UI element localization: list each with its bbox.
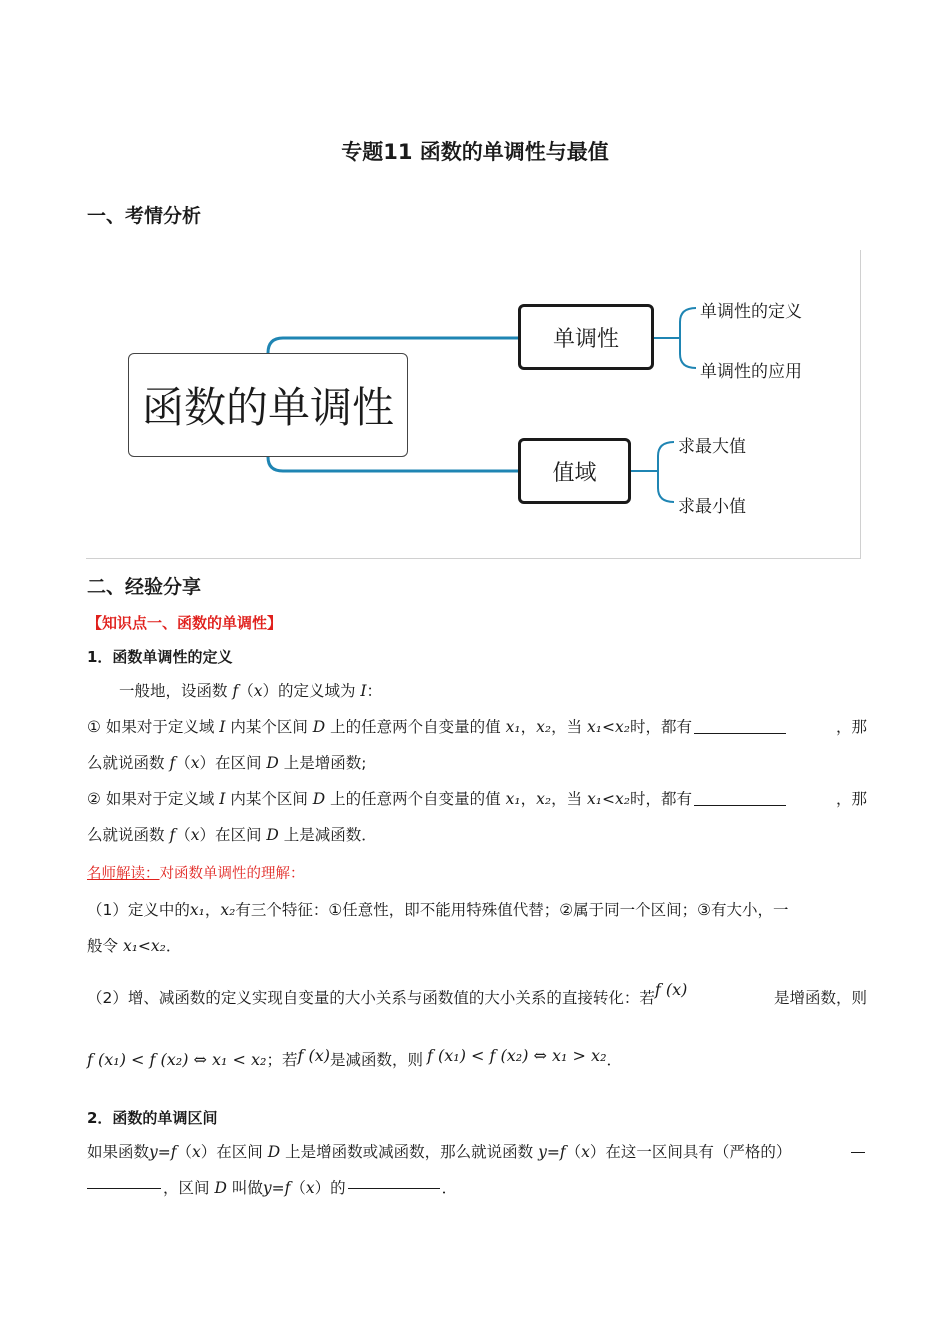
definition-intro: 一般地，设函数 f （ x ）的定义域为 I ： — [119, 682, 383, 700]
connector-root-branch1 — [268, 338, 518, 353]
interval-line1: 如果函数y=f（x）在区间 D 上是增函数或减函数，那么就说函数 y=f（x）在这一区间具有（严格的） — [87, 1134, 867, 1170]
definition-decreasing-line2: 么就说函数 f （ x ）在区间 D 上是减函数． — [87, 826, 377, 844]
connector-branch1-leaves — [654, 308, 696, 368]
notes-point2-line2: f (x₁) < f (x₂) ⇔ x₁ < x₂ ；若 f (x) 是减函数，则 f (x₁) < f (x₂) ⇔ x₁ > x₂ ． — [87, 1042, 867, 1078]
interval-line2: ，区间 D 叫做 y = f （ x ）的 ． — [87, 1170, 867, 1206]
notes-label: 名师解读： 对函数单调性的理解： — [87, 866, 305, 882]
section-heading-experience: 二、经验分享 — [87, 576, 202, 598]
connector-root-branch2 — [268, 457, 518, 471]
mind-map-branch-monotonicity: 单调性 — [518, 304, 654, 370]
teacher-notes — [87, 856, 867, 1078]
notes-point1-line2: 般令 x₁ < x₂ ． — [87, 937, 182, 955]
definition-increasing-line1: ① 如果对于定义域 I 内某个区间 D 上的任意两个自变量的值 x₁，x₂，当 x₁<x₂时，都有 ，那 — [87, 709, 867, 745]
section-heading-analysis: 一、考情分析 — [87, 205, 202, 227]
notes-point2-line1: （2）增、减函数的定义实现自变量的大小关系与函数值的大小关系的直接转化：若f (x) 是增函数，则 — [87, 980, 867, 1007]
blank-decreasing-condition — [694, 787, 786, 806]
mind-map-leaf-application: 单调性的应用 — [700, 362, 802, 382]
mind-map-branch-range: 值域 — [518, 438, 631, 504]
interval-paragraph — [87, 1134, 867, 1206]
mind-map-root: 函数的单调性 — [128, 353, 408, 457]
blank-interval-property — [87, 1170, 161, 1189]
definition-heading: 1．函数单调性的定义 — [87, 648, 233, 666]
page-title: 专题11 函数的单调性与最值 — [341, 140, 609, 164]
formula-increasing: f (x₁) < f (x₂) ⇔ x₁ < x₂ — [87, 1050, 267, 1069]
blank-interval-name — [348, 1170, 440, 1189]
blank-increasing-condition — [694, 715, 786, 734]
mind-map — [86, 250, 861, 559]
notes-point1-line1: （1）定义中的x₁，x₂有三个特征：①任意性，即不能用特殊值代替；②属于同一个区间；③有大小，一 — [87, 901, 789, 919]
mind-map-leaf-definition: 单调性的定义 — [700, 302, 802, 322]
interval-heading: 2．函数的单调区间 — [87, 1109, 218, 1127]
definition-increasing-line2: 么就说函数 f （ x ）在区间 D 上是增函数; — [87, 754, 367, 772]
definition-paragraph — [87, 673, 867, 853]
blank-interval-property-start — [851, 1134, 865, 1153]
mind-map-leaf-min: 求最小值 — [678, 497, 746, 517]
definition-decreasing-line1: ② 如果对于定义域 I 内某个区间 D 上的任意两个自变量的值 x₁，x₂，当 x₁<x₂时，都有 ，那 — [87, 781, 867, 817]
formula-decreasing: f (x₁) < f (x₂) ⇔ x₁ > x₂ — [427, 1046, 607, 1065]
knowledge-point-title: 【知识点一、函数的单调性】 — [87, 614, 283, 632]
mind-map-leaf-max: 求最大值 — [678, 437, 746, 457]
connector-branch2-leaves — [631, 442, 674, 502]
